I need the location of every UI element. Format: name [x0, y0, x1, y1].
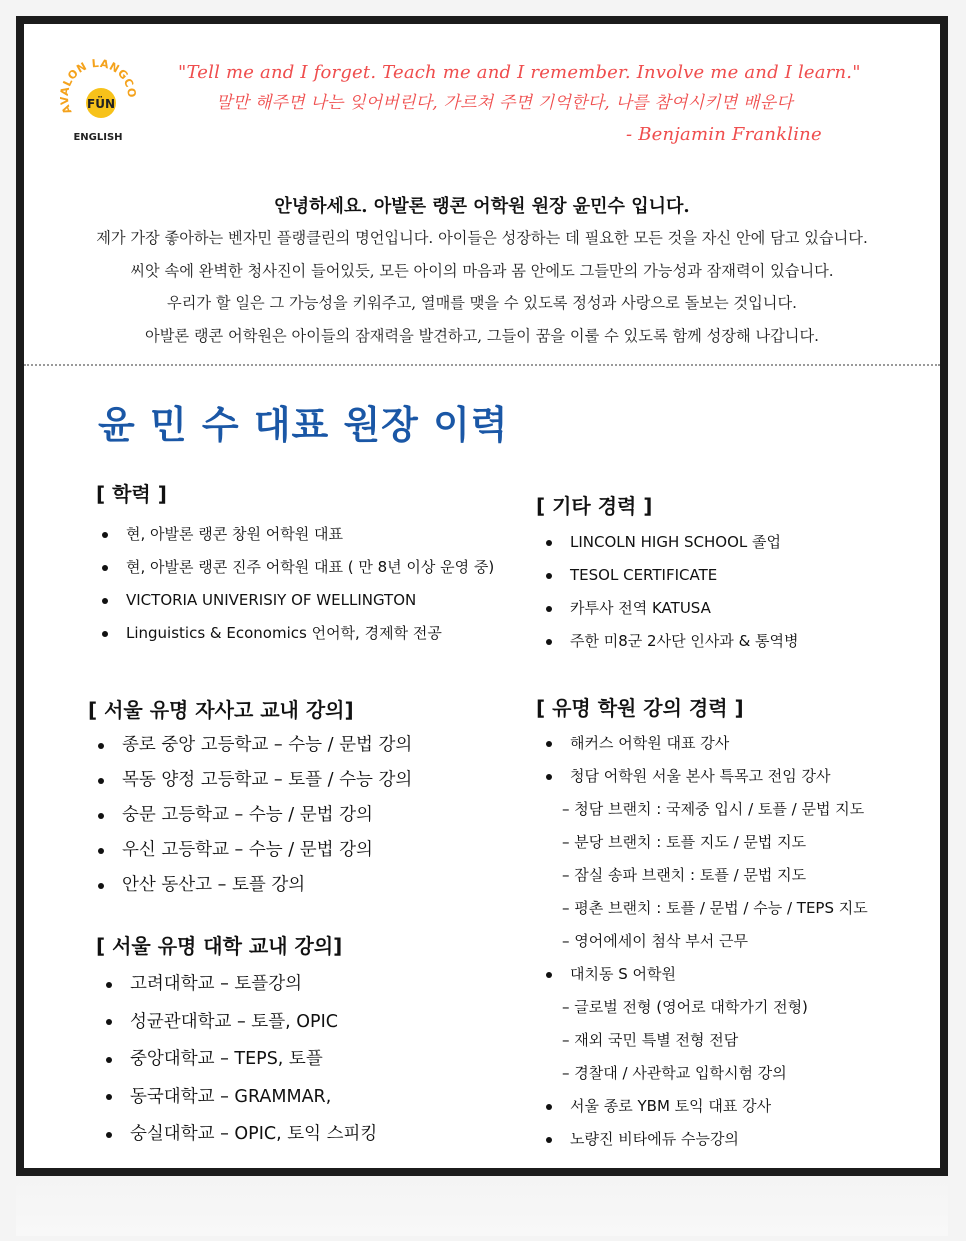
university-list	[102, 966, 377, 1154]
list-item: TESOL CERTIFICATE	[542, 559, 799, 592]
profile-title: 윤 민 수 대표 원장 이력	[98, 403, 509, 447]
list-item: 성균관대학교 – 토플, OPIC	[102, 1004, 377, 1042]
page-frame	[16, 16, 948, 1176]
intro-line: 우리가 할 일은 그 가능성을 키워주고, 열매를 맺을 수 있도록 정성과 사랑으로 돌보는 것입니다.	[167, 294, 797, 312]
list-item: 서울 종로 YBM 토익 대표 강사	[542, 1090, 868, 1123]
intro-line: 씨앗 속에 완벽한 청사진이 들어있듯, 모든 아이의 마음과 몸 안에도 그들만의 가능성과 잠재력이 있습니다.	[130, 261, 834, 280]
list-item: Linguistics & Economics 언어학, 경제학 전공	[98, 617, 494, 650]
list-item: 숭문 고등학교 – 수능 / 문법 강의	[94, 798, 412, 833]
list-item: 청담 어학원 서울 본사 특목고 전임 강사	[542, 760, 868, 793]
sub-list-item: – 평촌 브랜치 : 토플 / 문법 / 수능 / TEPS 지도	[562, 899, 868, 917]
other-career-heading: [ 기타 경력 ]	[536, 494, 653, 518]
list-item: 종로 중앙 고등학교 – 수능 / 문법 강의	[94, 728, 412, 763]
education-heading: [ 학력 ]	[96, 482, 167, 506]
high-school-list	[94, 728, 412, 903]
logo-subtext: ENGLISH	[73, 132, 123, 143]
quote-english: "Tell me and I forget. Teach me and I remember. Involve me and I learn."	[178, 62, 861, 83]
sub-list-item: – 경찰대 / 사관학교 입학시험 강의	[562, 1064, 787, 1082]
academy-logo	[60, 54, 140, 150]
list-item: VICTORIA UNIVERISIY OF WELLINGTON	[98, 584, 494, 617]
list-item: 주한 미8군 2사단 인사과 & 통역병	[542, 625, 799, 658]
sub-list-item: – 분당 브랜치 : 토플 지도 / 문법 지도	[562, 833, 807, 851]
list-item: 대치동 S 어학원	[542, 958, 868, 991]
university-heading: [ 서울 유명 대학 교내 강의]	[96, 934, 343, 958]
list-item: LINCOLN HIGH SCHOOL 졸업	[542, 526, 799, 559]
list-item: 우신 고등학교 – 수능 / 문법 강의	[94, 833, 412, 868]
list-item: 숭실대학교 – OPIC, 토익 스피킹	[102, 1116, 377, 1154]
academy-heading: [ 유명 학원 강의 경력 ]	[536, 696, 744, 720]
quote-korean: 말만 해주면 나는 잊어버린다, 가르쳐 주면 기억한다, 나를 참여시키면 배운다	[216, 93, 793, 113]
education-list	[98, 518, 494, 650]
intro-line: 제가 가장 좋아하는 벤자민 플랭클린의 명언입니다. 아이들은 성장하는 데 필요한 모든 것을 자신 안에 담고 있습니다.	[96, 229, 868, 247]
list-item: 중앙대학교 – TEPS, 토플	[102, 1041, 377, 1079]
quote-author: - Benjamin Frankline	[626, 124, 822, 145]
sub-list-item: – 영어에세이 첨삭 부서 근무	[562, 932, 748, 950]
other-career-list	[542, 526, 799, 658]
list-item: 노량진 비타에듀 수능강의	[542, 1123, 868, 1156]
list-item: 해커스 어학원 대표 강사	[542, 727, 868, 760]
sub-list-item: – 잠실 송파 브랜치 : 토플 / 문법 지도	[562, 866, 807, 884]
list-item: 카투사 전역 KATUSA	[542, 592, 799, 625]
list-item: 현, 아발론 랭콘 창원 어학원 대표	[98, 518, 494, 551]
intro-paragraph	[24, 222, 940, 352]
list-item: 고려대학교 – 토플강의	[102, 966, 377, 1004]
academy-list	[542, 727, 868, 1156]
page-bottom-margin	[16, 1176, 948, 1236]
list-item: 동국대학교 – GRAMMAR,	[102, 1079, 377, 1117]
logo-emblem-icon	[60, 54, 140, 134]
sub-list-item: – 재외 국민 특별 전형 전담	[562, 1031, 739, 1049]
high-school-heading: [ 서울 유명 자사고 교내 강의]	[88, 698, 354, 722]
sub-list-item: – 청담 브랜치 : 국제중 입시 / 토플 / 문법 지도	[562, 800, 865, 818]
list-item: 안산 동산고 – 토플 강의	[94, 868, 412, 903]
greeting-heading: 안녕하세요. 아발론 랭콘 어학원 원장 윤민수 입니다.	[274, 196, 690, 217]
sub-list-item: – 글로벌 전형 (영어로 대학가기 전형)	[562, 998, 808, 1016]
list-item: 목동 양정 고등학교 – 토플 / 수능 강의	[94, 763, 412, 798]
intro-line: 아발론 랭콘 어학원은 아이들의 잠재력을 발견하고, 그들이 꿈을 이룰 수 있도록 함께 성장해 나갑니다.	[145, 326, 819, 345]
document-sheet	[24, 24, 940, 1168]
logo-center-text: FÜN	[87, 97, 115, 111]
list-item: 현, 아발론 랭콘 진주 어학원 대표 ( 만 8년 이상 운영 중)	[98, 551, 494, 584]
logo-arc-text: A LON LANGCO	[60, 56, 139, 116]
dotted-divider	[24, 364, 940, 366]
